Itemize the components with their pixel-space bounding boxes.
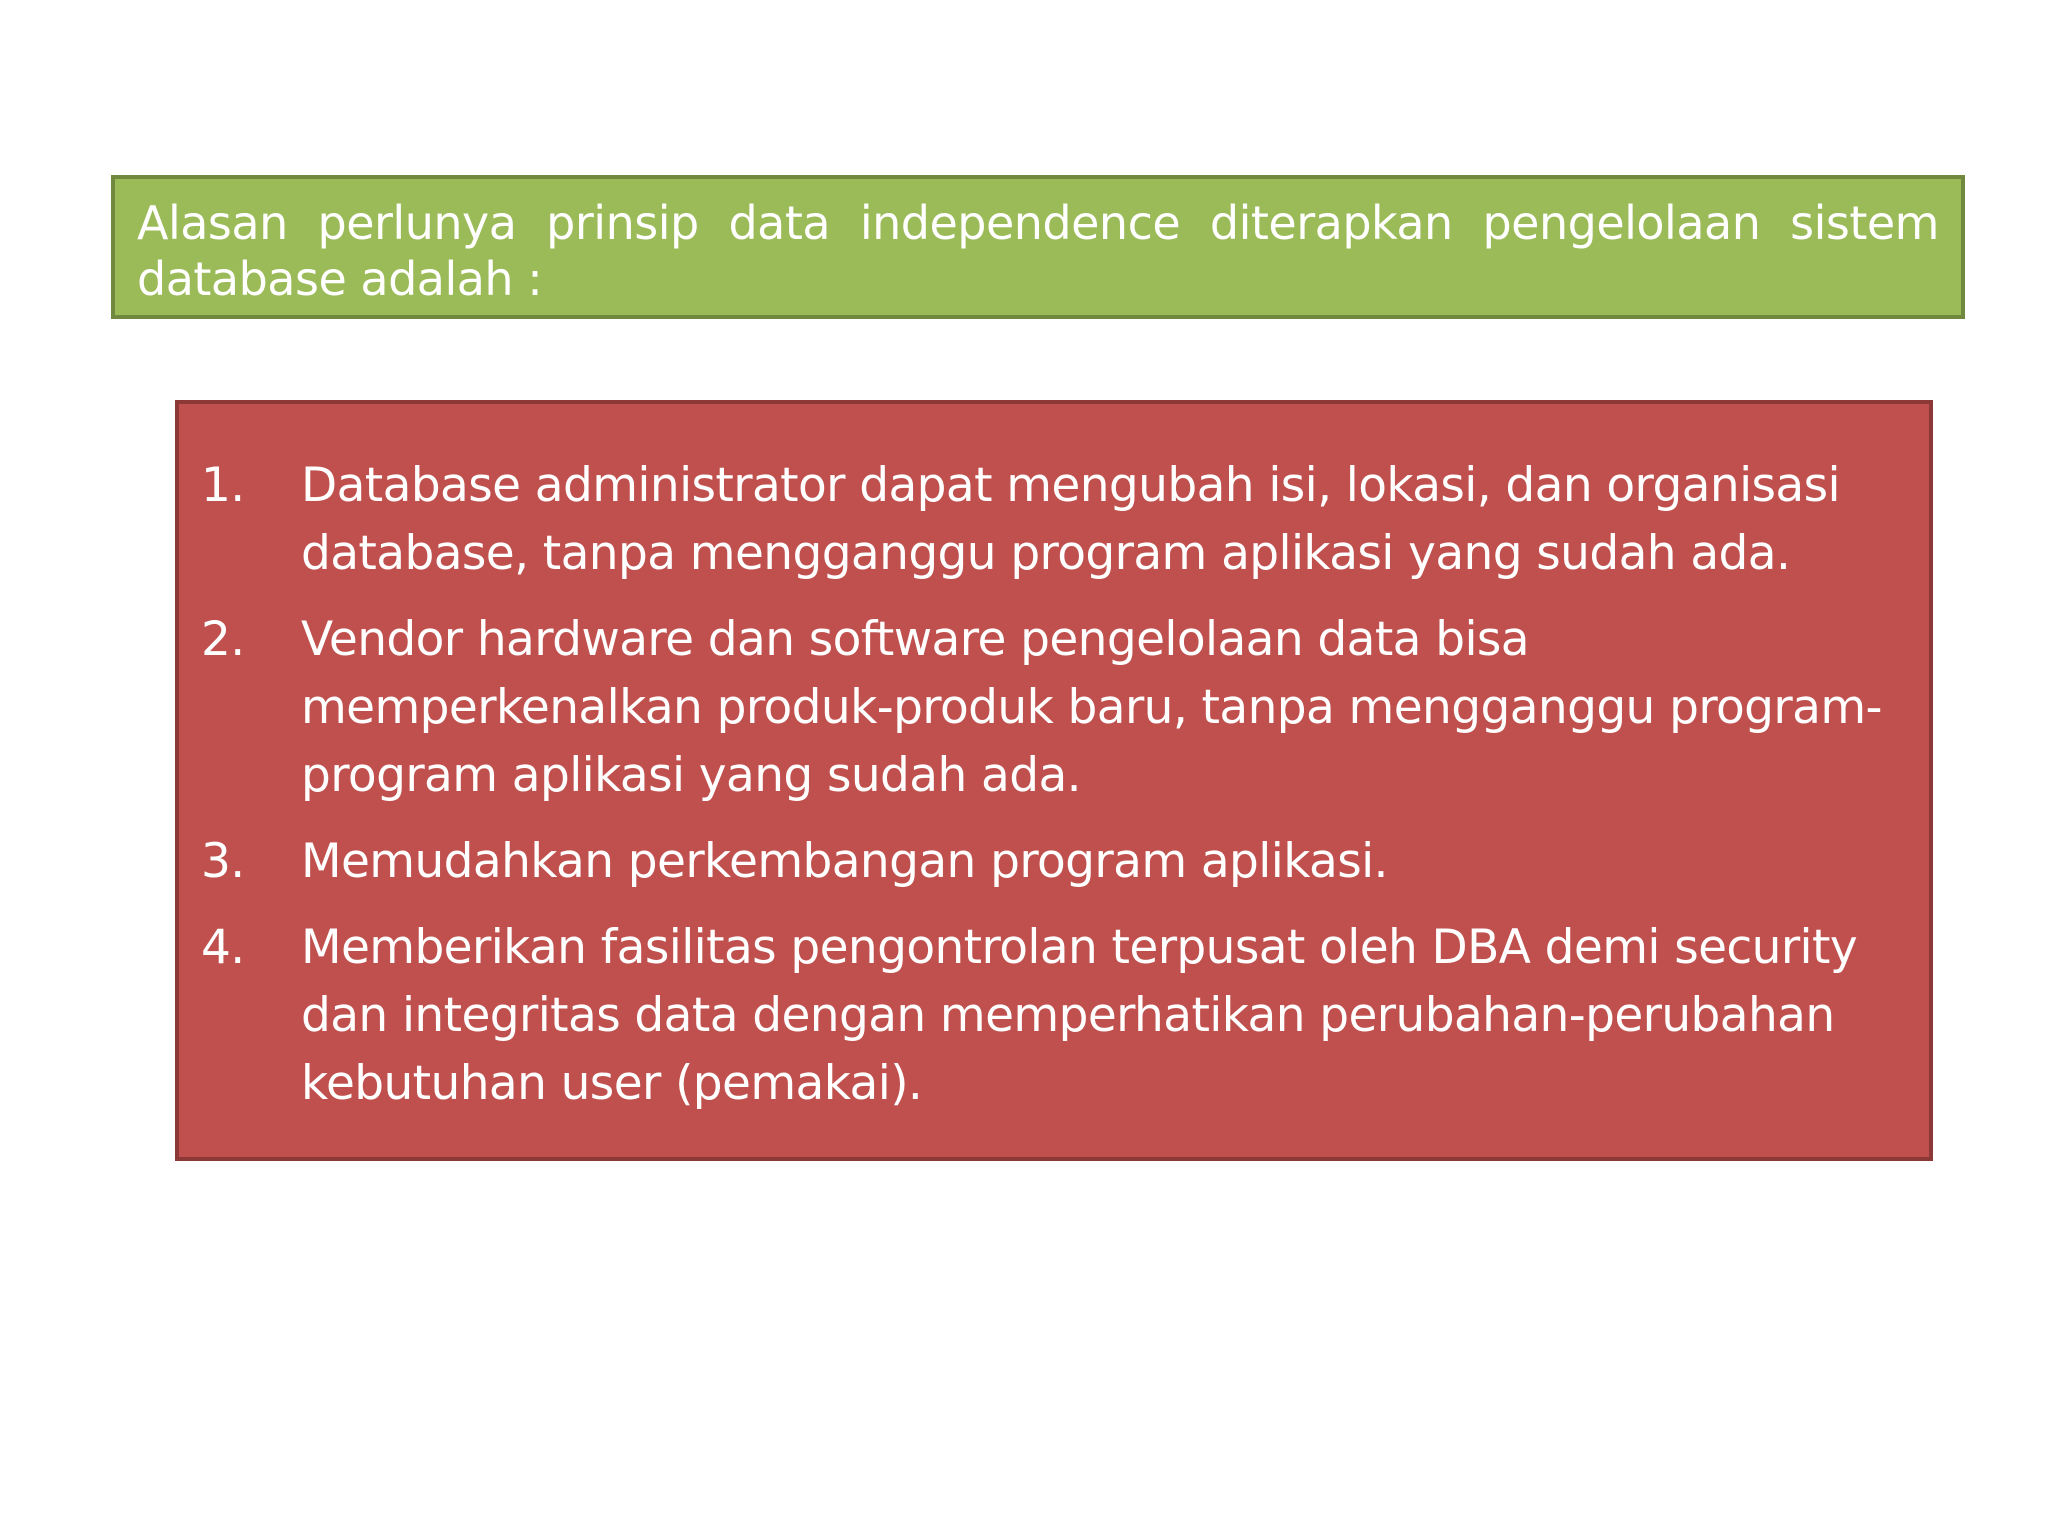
list-item-text: Memudahkan perkembangan program aplikasi. — [301, 834, 1388, 889]
list-item-text: Memberikan fasilitas pengontrolan terpusat oleh DBA demi security dan integritas data dengan memperhatikan perubahan-perubahan kebutuhan user (pemakai). — [301, 920, 1858, 1111]
list-item — [201, 828, 1889, 896]
list-item — [201, 452, 1889, 588]
list-item-text: Database administrator dapat mengubah isi, lokasi, dan organisasi database, tanpa mengganggu program aplikasi yang sudah ada. — [301, 458, 1840, 581]
list-item-number: 1. — [201, 458, 245, 513]
numbered-list-box — [175, 400, 1933, 1161]
heading-text: Alasan perlunya prinsip data independence diterapkan pengelolaan sistem database adalah : — [137, 196, 1939, 306]
list-item-text: Vendor hardware dan software pengelolaan data bisa memperkenalkan produk-produk baru, tanpa mengganggu program-program aplikasi yang sudah ada. — [301, 612, 1882, 803]
list-item-number: 2. — [201, 612, 245, 667]
list-item-number: 3. — [201, 834, 245, 889]
list-item — [201, 606, 1889, 810]
list-item-number: 4. — [201, 920, 245, 975]
heading-box — [111, 175, 1965, 319]
list-item — [201, 914, 1889, 1118]
